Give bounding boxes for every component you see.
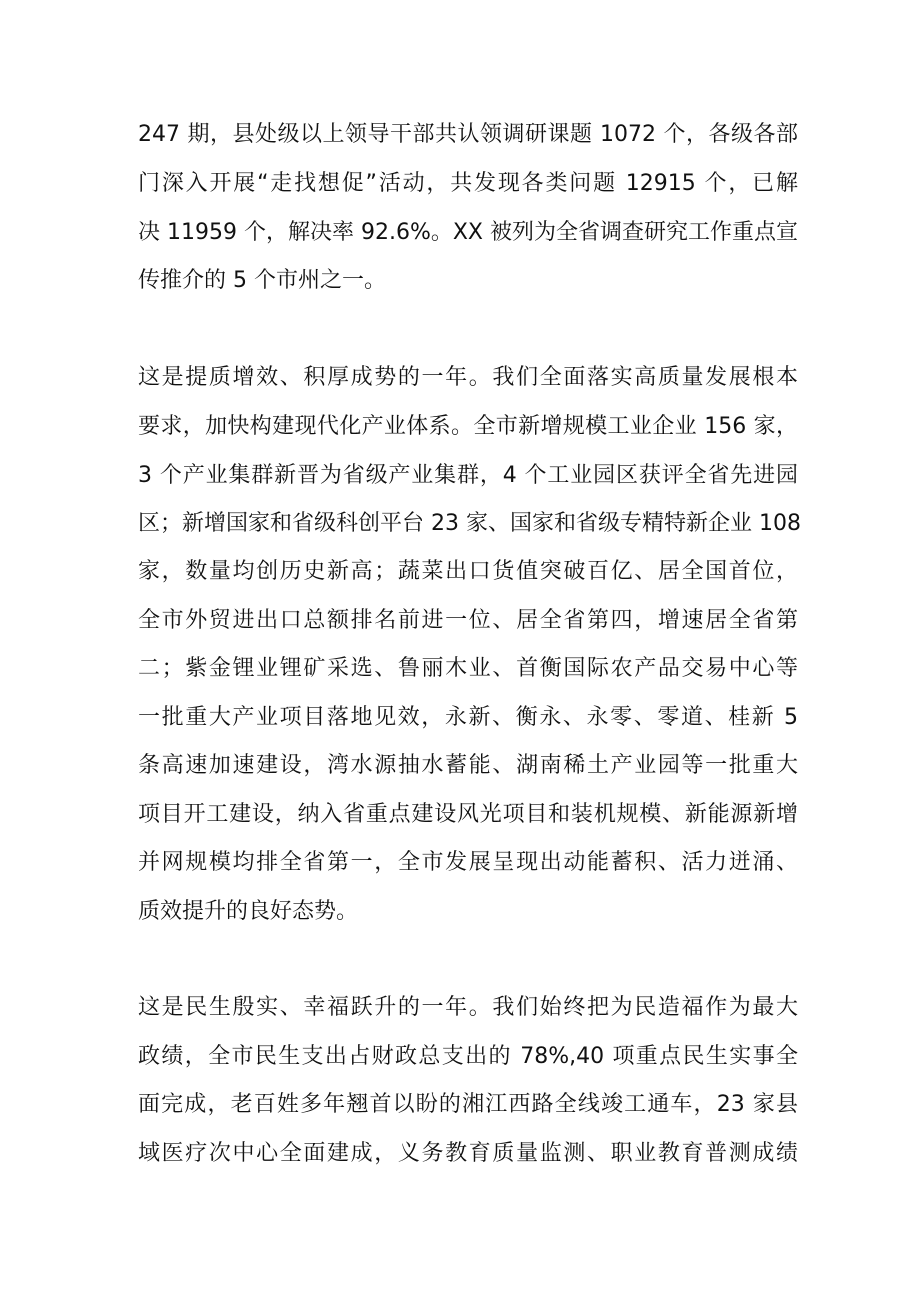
text-line: 质效提升的良好态势。	[138, 899, 359, 924]
text-line: 要求，加快构建现代化产业体系。全市新增规模工业企业 156 家，	[138, 414, 798, 439]
text-line: 决 11959 个，解决率 92.6%。XX 被列为全省调查研究工作重点宣	[138, 220, 798, 245]
text-line: 区；新增国家和省级科创平台 23 家、国家和省级专精特新企业 108	[138, 511, 801, 536]
text-line: 面完成，老百姓多年翘首以盼的湘江西路全线竣工通车，23 家县	[138, 1092, 798, 1117]
text-line: 二；紫金锂业锂矿采选、鲁丽木业、首衡国际农产品交易中心等	[138, 656, 798, 681]
text-line: 3 个产业集群新晋为省级产业集群，4 个工业园区获评全省先进园	[138, 463, 798, 488]
text-line: 家，数量均创历史新高；蔬菜出口货值突破百亿、居全国首位，	[138, 559, 798, 584]
text-line: 门深入开展“走找想促”活动，共发现各类问题 12915 个，已解	[138, 171, 798, 196]
text-line: 域医疗次中心全面建成，义务教育质量监测、职业教育普测成绩	[138, 1141, 798, 1166]
text-line: 并网规模均排全省第一，全市发展呈现出动能蓄积、活力迸涌、	[138, 850, 798, 875]
text-line: 传推介的 5 个市州之一。	[138, 268, 386, 293]
text-line: 这是民生殷实、幸福跃升的一年。我们始终把为民造福作为最大	[138, 995, 798, 1020]
text-line: 这是提质增效、积厚成势的一年。我们全面落实高质量发展根本	[138, 365, 798, 390]
text-line: 247 期，县处级以上领导干部共认领调研课题 1072 个，各级各部	[138, 122, 798, 147]
text-line: 全市外贸进出口总额排名前进一位、居全省第四，增速居全省第	[138, 608, 798, 633]
text-line: 条高速加速建设，湾水源抽水蓄能、湖南稀土产业园等一批重大	[138, 753, 798, 778]
text-line: 政绩，全市民生支出占财政总支出的 78%,40 项重点民生实事全	[138, 1044, 798, 1069]
text-line: 一批重大产业项目落地见效，永新、衡永、永零、零道、桂新 5	[138, 705, 798, 730]
text-line: 项目开工建设，纳入省重点建设风光项目和装机规模、新能源新增	[138, 802, 798, 827]
